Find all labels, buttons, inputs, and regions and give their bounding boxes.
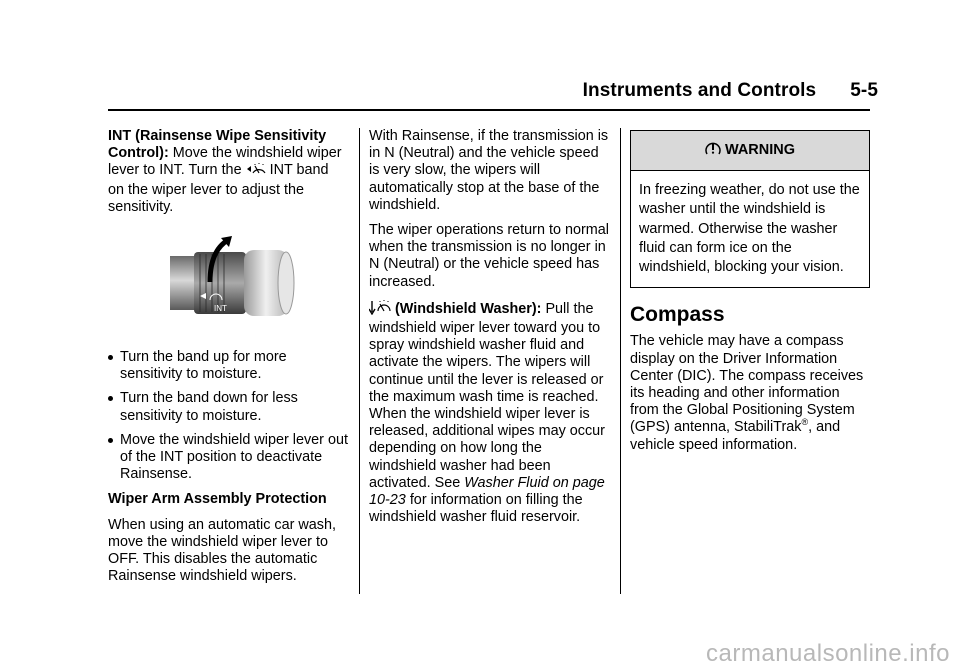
page-header: [583, 80, 878, 102]
bullet-dot: [108, 355, 113, 360]
warning-header: [631, 131, 869, 171]
wiper-lever-illustration: [166, 236, 306, 331]
washer-paragraph: [369, 299, 609, 527]
protection-body: When using an automatic car wash, move the windshield wiper lever to OFF. This disables the automatic Rainsense windshield wipers.: [108, 516, 336, 585]
column-1: [108, 128, 348, 593]
compass-heading: Compass: [630, 303, 725, 327]
bullet-text: Turn the band up for more sensitivity to moisture.: [120, 349, 287, 383]
bullet-item: [108, 349, 348, 383]
bullet-item: [108, 390, 348, 424]
header-rule: [108, 109, 870, 111]
int-heading: INT (Rainsense Wipe Sensitivity Control):: [108, 128, 327, 162]
registered-mark: ®: [801, 417, 809, 428]
washer-icon: [369, 299, 391, 320]
warning-title: WARNING: [724, 142, 796, 158]
compass-paragraph: [630, 333, 870, 453]
warning-body: In freezing weather, do not use the washer until the windshield is warmed. Otherwise the washer fluid can form ice on the windshield, blocking your vision.: [639, 182, 860, 276]
bullet-text: Move the windshield wiper lever out of the INT position to deactivate Rainsense.: [120, 431, 348, 483]
warning-icon: [705, 140, 721, 161]
warning-box: [630, 130, 870, 288]
bullet-item: [108, 432, 348, 484]
rainsense-paragraph: With Rainsense, if the transmission is in N (Neutral) and the vehicle speed is very slow, the wipers will automatically stop at the base of the windshield.: [369, 128, 609, 213]
wiper-int-icon: [246, 162, 266, 181]
int-body-1: Move the windshield wiper lever to INT. Turn the: [108, 145, 342, 179]
protection-heading: Wiper Arm Assembly Protection: [108, 491, 327, 508]
bullet-dot: [108, 396, 113, 401]
section-title: Instruments and Controls: [582, 80, 817, 101]
bullet-text: Turn the band down for less sensitivity to moisture.: [120, 390, 298, 424]
bullet-dot: [108, 438, 113, 443]
column-divider-2: [620, 128, 621, 594]
int-band-label: INT: [269, 162, 293, 179]
page-number: 5-5: [850, 80, 878, 101]
int-body-2: band on the wiper lever to adjust the sensitivity.: [108, 162, 329, 215]
washer-fluid-link[interactable]: Washer Fluid on page 10-23: [369, 474, 605, 509]
wiper-return-paragraph: The wiper operations return to normal when the transmission is no longer in N (Neutral) or the vehicle speed has increased.: [369, 222, 609, 290]
washer-heading: (Windshield Washer):: [395, 300, 542, 317]
column-divider-1: [359, 128, 360, 594]
compass-body-2: , and vehicle speed information.: [630, 419, 841, 453]
sensitivity-bullets: [108, 349, 348, 483]
washer-body-1: Pull the windshield wiper lever toward you to spray windshield washer fluid and activate the wipers. The wipers will continue until the lever is released or the maximum wash time is reached. When the windshield wiper lever is released, additional wipes may occur depending on how long the windshield washer had been activated. See: [369, 300, 605, 491]
watermark: carmanualsonline.info: [706, 640, 950, 667]
figure-int-label: INT: [214, 304, 227, 314]
column-2: [369, 128, 609, 534]
compass-body-1: The vehicle may have a compass display on the Driver Information Center (DIC). The compass receives its heading and other information from the Global Positioning System (GPS) antenna, StabiliTrak: [630, 333, 864, 436]
column-3: [630, 128, 870, 462]
int-paragraph: [108, 128, 348, 216]
washer-body-2: for information on filling the windshield washer fluid reservoir.: [369, 492, 583, 526]
